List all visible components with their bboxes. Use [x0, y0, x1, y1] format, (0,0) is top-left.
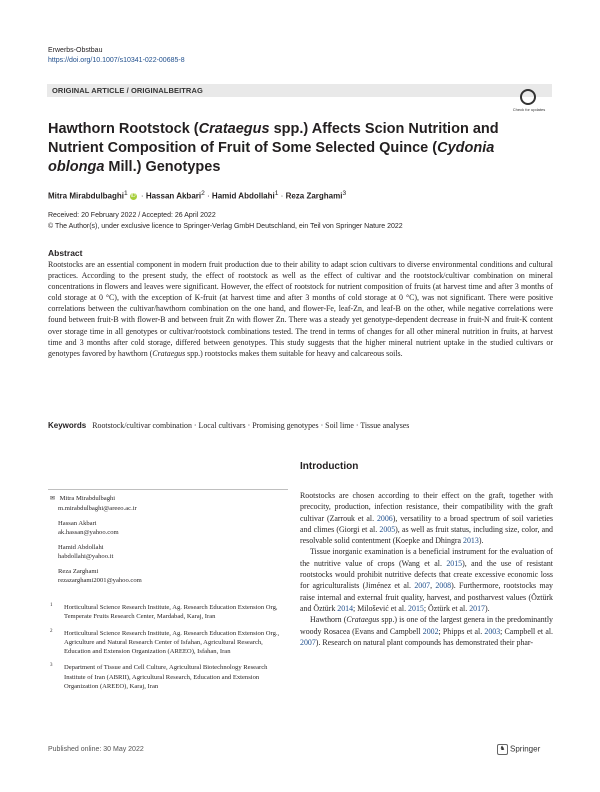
- contact-entry: Reza Zarghami rezazarghami2001@yahoo.com: [58, 568, 142, 584]
- author-list: Mitra Mirabdulbaghi$^1$ iD · Hassan Akbari$^2$ · Hamid Abdollahi$^1$ · Reza Zarghami$^3$: [48, 190, 347, 201]
- citation-link[interactable]: 2005: [379, 524, 396, 534]
- email-link[interactable]: rezazarghami2001@yahoo.com: [58, 577, 142, 584]
- footnote-divider: [48, 489, 288, 490]
- affiliations: [50, 603, 290, 698]
- email-link[interactable]: ak.hassan@yahoo.com: [58, 529, 119, 536]
- introduction-heading: Introduction: [300, 461, 359, 472]
- article-type-label: ORIGINAL ARTICLE / ORIGINALBEITRAG: [52, 86, 203, 95]
- article-title: Hawthorn Rootstock (Crataegus spp.) Affects Scion Nutrition and Nutrient Composition of Fruit of Some Selected Quince (Cydonia oblonga Mill.) Genotypes: [48, 121, 499, 175]
- check-for-updates-badge[interactable]: [512, 89, 546, 123]
- keywords: [48, 421, 553, 430]
- envelope-icon: ✉: [50, 496, 56, 502]
- paragraph: Tissue inorganic examination is a beneficial instrument for the evaluation of the nutritive value of crops (Wang et al. 2015), and the use of resistant rootstocks would prohibit nutritive defects that create excessive economic loss for agriculturalists (Jiménez et al. 2007, 2008). Furthermore, rootstocks may raise internal and external fruit quality, harvest, and postharvest values (Öztürk and Öztürk 2014; Milošević et al. 2015; Öztürk et al. 2017).: [300, 547, 553, 613]
- contact-entry: Hamid Abdollahi habdollahi@yahoo.it: [58, 544, 114, 560]
- doi-link[interactable]: https://doi.org/10.1007/s10341-022-00685-8: [48, 57, 185, 64]
- author-contacts: [50, 494, 142, 591]
- published-date: Published online: 30 May 2022: [48, 746, 144, 753]
- keywords-text: Rootstock/cultivar combination · Local cultivars · Promising genotypes · Soil lime · Tissue analyses: [92, 421, 410, 430]
- citation-link[interactable]: 2007: [300, 637, 316, 647]
- citation-link[interactable]: 2006: [376, 513, 393, 523]
- introduction-text: [300, 490, 553, 648]
- keywords-label: Keywords: [48, 421, 87, 430]
- orcid-icon[interactable]: iD: [130, 193, 136, 200]
- citation-link[interactable]: 2003: [484, 626, 501, 636]
- email-link[interactable]: habdollahi@yahoo.it: [58, 553, 114, 560]
- citation-link[interactable]: 2014: [337, 603, 354, 613]
- paragraph: Rootstocks are chosen according to their effect on the graft, together with precocity, production, infection resistance, their compatibility with the graft cultivar (Zarrouk et al. 2006), versatility to a broad spectrum of soil varieties and climes (Giorgi et al. 2005), as well as fruit status, including size, color, and resolvable solid contentment (Koepke and Dhingra 2013).: [300, 491, 553, 546]
- author-name[interactable]: Hamid Abdollahi: [211, 191, 275, 201]
- paragraph: Hawthorn (Crataegus spp.) is one of the largest genera in the predominantly woody Rosacea (Evans and Campbell 2002; Phipps et al. 2003; Campbell et al. 2007). Research on natural plant compounds has demonstrated their phar-: [300, 615, 554, 647]
- citation-link[interactable]: 2015: [408, 603, 424, 613]
- check-updates-label: Check for updates: [512, 107, 546, 112]
- citation-link[interactable]: 2007: [414, 581, 431, 591]
- affiliation-entry: 2 Horticultural Science Research Institute, Ag. Research Education Extension Org., Agriculture and Natural Research Center of Isfahan, Agricultural Research, Education and Extension Organization (AREEO), Isfahan, Iran: [50, 628, 280, 656]
- springer-logo-icon: ♞: [497, 744, 508, 755]
- citation-link[interactable]: 2002: [422, 626, 439, 636]
- author-name[interactable]: Hassan Akbari: [145, 191, 202, 201]
- email-link[interactable]: m.mirabdulbaghi@areeo.ac.ir: [58, 505, 137, 512]
- abstract-text: Rootstocks are an essential component in modern fruit production due to their ability to adapt scion cultivars to diverse environmental conditions and cultural practices. According to the present study, the effect of rootstock as well as the effect of cultivar and the rootstock/cultivar combination on mineral concentrations in flowers and leaves were significant. However, the effect of rootstock for nutrient composition of fruits (at harvest time and after 3 months of cold storage at 0 °C), with the exception of K-fruit (at harvest time and after 3 months of cold storage at 0 °C), was not significant. There were positive correlations between the cultivar/hawthorn combination on the one hand, and flower-Fe, leaf-Zn, and leaf-B on the other, while negative correlations were found between fruit-B with flower-B and between fruit Zn with flower Zn. There was a steady yet genotype-dependent decrease in fruit-N and fruit-K content over storage time in all genotypes or cultivar/rootstock combinations tested. The trend in terms of changes for all other mineral nutrition in fruits, at harvest time and 3 months after cold storage, differed between genotypes. This study suggests that the higher mineral nutrient uptake in the studied cultivars or genotypes favored by hawthorn (Crataegus spp.) rootstocks makes them suitable for heavy and calcareous soils.: [48, 260, 553, 358]
- article-dates: Received: 20 February 2022 / Accepted: 26 April 2022: [48, 212, 216, 219]
- citation-link[interactable]: 2008: [435, 581, 452, 591]
- citation-link[interactable]: 2017: [469, 603, 485, 613]
- publisher-logo: ♞ Springer: [497, 744, 540, 755]
- contact-entry: ✉ Mitra Mirabdulbaghi m.mirabdulbaghi@areeo.ac.ir: [50, 495, 137, 512]
- affiliation-entry: 3 Department of Tissue and Cell Culture, Agricultural Biotechnology Research Institute of Iran (ABRII), Agricultural Research, Education and Extension Organization (AREEO), Karaj, Iran: [50, 663, 268, 691]
- check-updates-icon: [520, 89, 536, 105]
- author-name[interactable]: Mitra Mirabdulbaghi: [48, 191, 124, 201]
- journal-name: Erwerbs-Obstbau: [48, 47, 103, 54]
- copyright-notice: © The Author(s), under exclusive licence to Springer-Verlag GmbH Deutschland, ein Teil von Springer Nature 2022: [48, 223, 403, 230]
- citation-link[interactable]: 2015: [446, 558, 463, 568]
- author-name[interactable]: Reza Zarghami: [285, 191, 343, 201]
- affiliation-entry: 1 Horticultural Science Research Institute, Ag. Research Education Extension Org, Temperate Fruits Research Center, Mardabad, Karaj, Iran: [50, 603, 278, 621]
- citation-link[interactable]: 2013: [463, 536, 479, 546]
- contact-entry: Hassan Akbari ak.hassan@yahoo.com: [58, 520, 119, 536]
- abstract-heading: Abstract: [48, 248, 83, 258]
